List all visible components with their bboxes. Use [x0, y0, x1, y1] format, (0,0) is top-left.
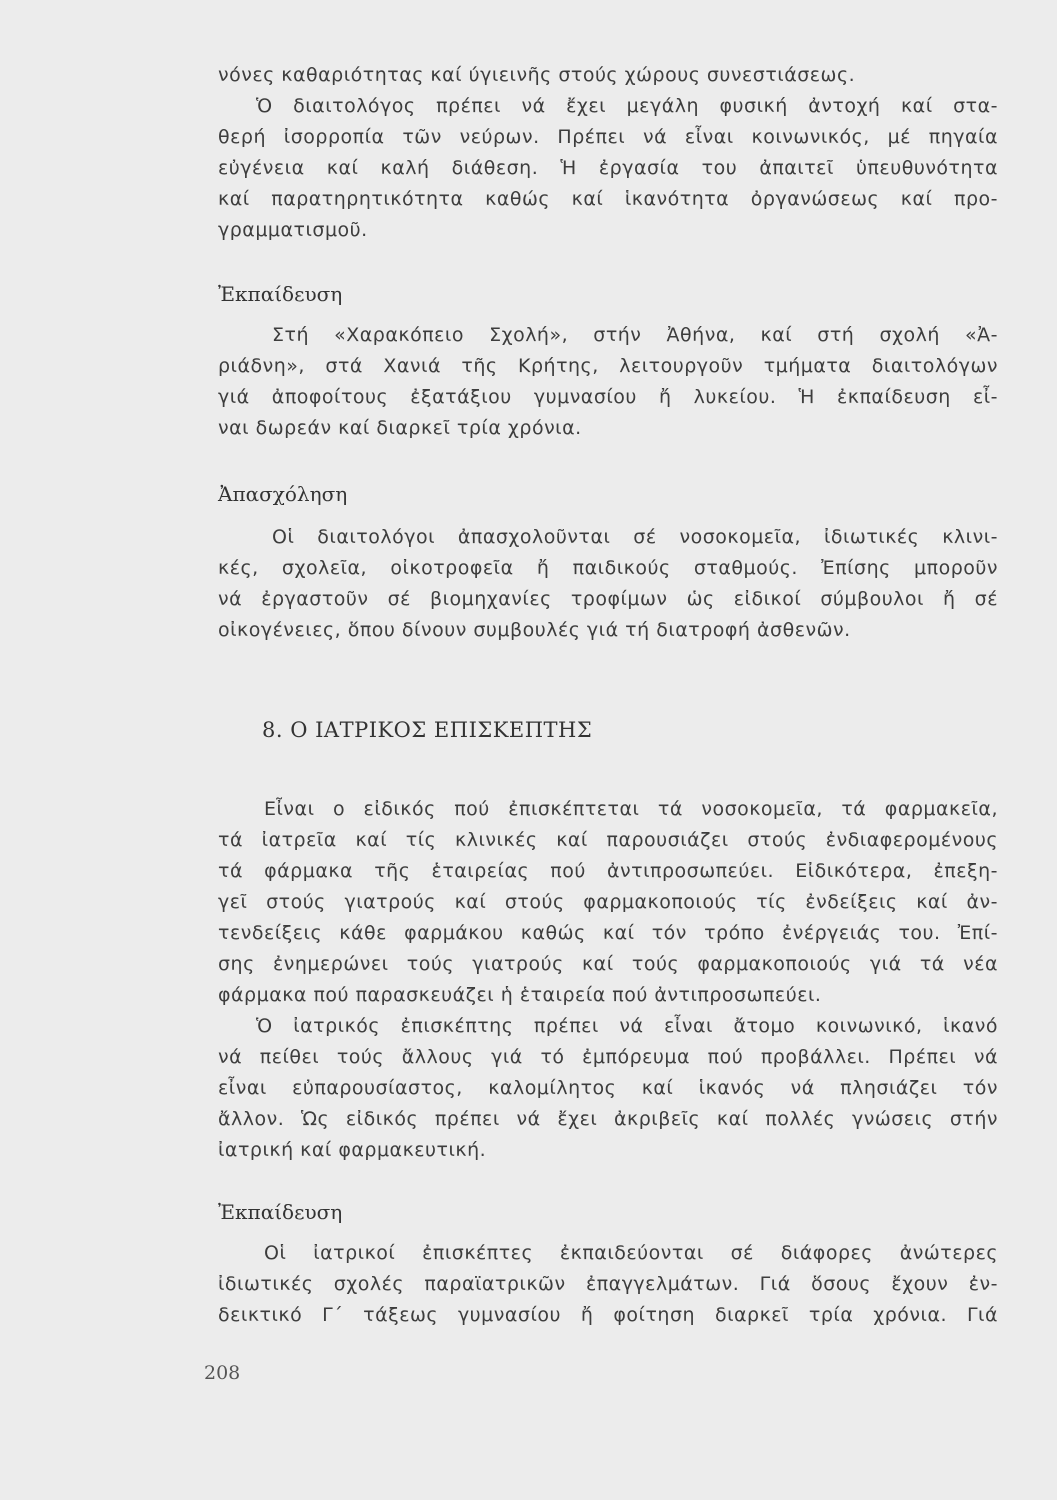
text-line: εὐγένεια καί καλή διάθεση. Ἡ ἐργασία του ἀπαιτεῖ ὑπευθυνότητα — [218, 157, 998, 179]
employment-paragraph — [218, 522, 998, 646]
text-line: εἶναι εὐπαρουσίαστος, καλομίλητος καί ἱκανός νά πλησιάζει τόν — [218, 1077, 998, 1099]
section-heading-employment: Ἀπασχόληση — [218, 482, 348, 506]
text-line: φάρμακα πού παρασκευάζει ἡ ἑταιρεία πού ἀντιπροσωπεύει. — [218, 984, 822, 1006]
text-line: Ὁ διαιτολόγος πρέπει νά ἔχει μεγάλη φυσική ἀντοχή καί στα- — [256, 95, 998, 117]
text-line: Εἶναι ο εἰδικός πού ἐπισκέπτεται τά νοσοκομεῖα, τά φαρμακεῖα, — [264, 798, 998, 820]
text-line: σης ἐνημερώνει τούς γιατρούς καί τούς φαρμακοποιούς γιά τά νέα — [218, 953, 998, 975]
chapter-title: 8. Ο ΙΑΤΡΙΚΟΣ ΕΠΙΣΚΕΠΤΗΣ — [262, 718, 593, 742]
intro-paragraph — [218, 60, 998, 246]
text-line: τενδείξεις κάθε φαρμάκου καθώς καί τόν τρόπο ἐνέργειάς του. Ἐπί- — [218, 922, 998, 944]
text-line: κές, σχολεῖα, οἰκοτροφεῖα ἤ παιδικούς σταθμούς. Ἐπίσης μποροῦν — [218, 557, 998, 579]
text-line: Ὁ ἰατρικός ἐπισκέπτης πρέπει νά εἶναι ἄτομο κοινωνικό, ἱκανό — [256, 1015, 998, 1037]
education-paragraph-2 — [218, 1238, 998, 1331]
text-line: δεικτικό Γ΄ τάξεως γυμνασίου ἤ φοίτηση διαρκεῖ τρία χρόνια. Γιά — [218, 1304, 998, 1326]
section-heading-education: Ἐκπαίδευση — [218, 282, 343, 306]
text-line: θερή ἰσορροπία τῶν νεύρων. Πρέπει νά εἶναι κοινωνικός, μέ πηγαία — [218, 126, 998, 148]
text-line: Οἱ ἰατρικοί ἐπισκέπτες ἐκπαιδεύονται σέ διάφορες ἀνώτερες — [264, 1242, 998, 1264]
page-number: 208 — [204, 1362, 241, 1384]
education-paragraph — [218, 320, 998, 444]
text-line: γιά ἀποφοίτους ἐξατάξιου γυμνασίου ἤ λυκείου. Ἡ ἐκπαίδευση εἶ- — [218, 386, 998, 408]
chapter-body — [218, 794, 998, 1166]
text-line: ἄλλον. Ὡς εἰδικός πρέπει νά ἔχει ἀκριβεῖς καί πολλές γνώσεις στήν — [218, 1108, 998, 1130]
text-line: γεῖ στούς γιατρούς καί στούς φαρμακοποιούς τίς ἐνδείξεις καί ἀν- — [218, 891, 998, 913]
text-line: ἰδιωτικές σχολές παραϊατρικῶν ἐπαγγελμάτων. Γιά ὅσους ἔχουν ἐν- — [218, 1273, 998, 1295]
text-line: Στή «Χαρακόπειο Σχολή», στήν Ἀθήνα, καί στή σχολή «Ἀ- — [272, 324, 998, 346]
text-line: νά ἐργαστοῦν σέ βιομηχανίες τροφίμων ὡς εἰδικοί σύμβουλοι ἤ σέ — [218, 588, 998, 610]
text-line: νά πείθει τούς ἄλλους γιά τό ἐμπόρευμα πού προβάλλει. Πρέπει νά — [218, 1046, 998, 1068]
text-line: οἰκογένειες, ὅπου δίνουν συμβουλές γιά τή διατροφή ἀσθενῶν. — [218, 619, 851, 641]
text-line: ριάδνη», στά Χανιά τῆς Κρήτης, λειτουργοῦν τμήματα διαιτολόγων — [218, 355, 998, 377]
text-line: καί παρατηρητικότητα καθώς καί ἱκανότητα ὀργανώσεως καί προ- — [218, 188, 998, 210]
text-line: τά ἰατρεῖα καί τίς κλινικές καί παρουσιάζει στούς ἐνδιαφερομένους — [218, 829, 998, 851]
text-line: ἰατρική καί φαρμακευτική. — [218, 1139, 487, 1161]
text-line: νόνες καθαριότητας καί ύγιεινῆς στούς χώρους συνεστιάσεως. — [218, 64, 856, 86]
text-line: τά φάρμακα τῆς ἑταιρείας πού ἀντιπροσωπεύει. Εἰδικότερα, ἐπεξη- — [218, 860, 998, 882]
text-line: Οἱ διαιτολόγοι ἀπασχολοῦνται σέ νοσοκομεῖα, ἰδιωτικές κλινι- — [272, 526, 998, 548]
text-line: ναι δωρεάν καί διαρκεῖ τρία χρόνια. — [218, 417, 582, 439]
text-line: γραμματισμοῦ. — [218, 219, 368, 241]
section-heading-education-2: Ἐκπαίδευση — [218, 1200, 343, 1224]
